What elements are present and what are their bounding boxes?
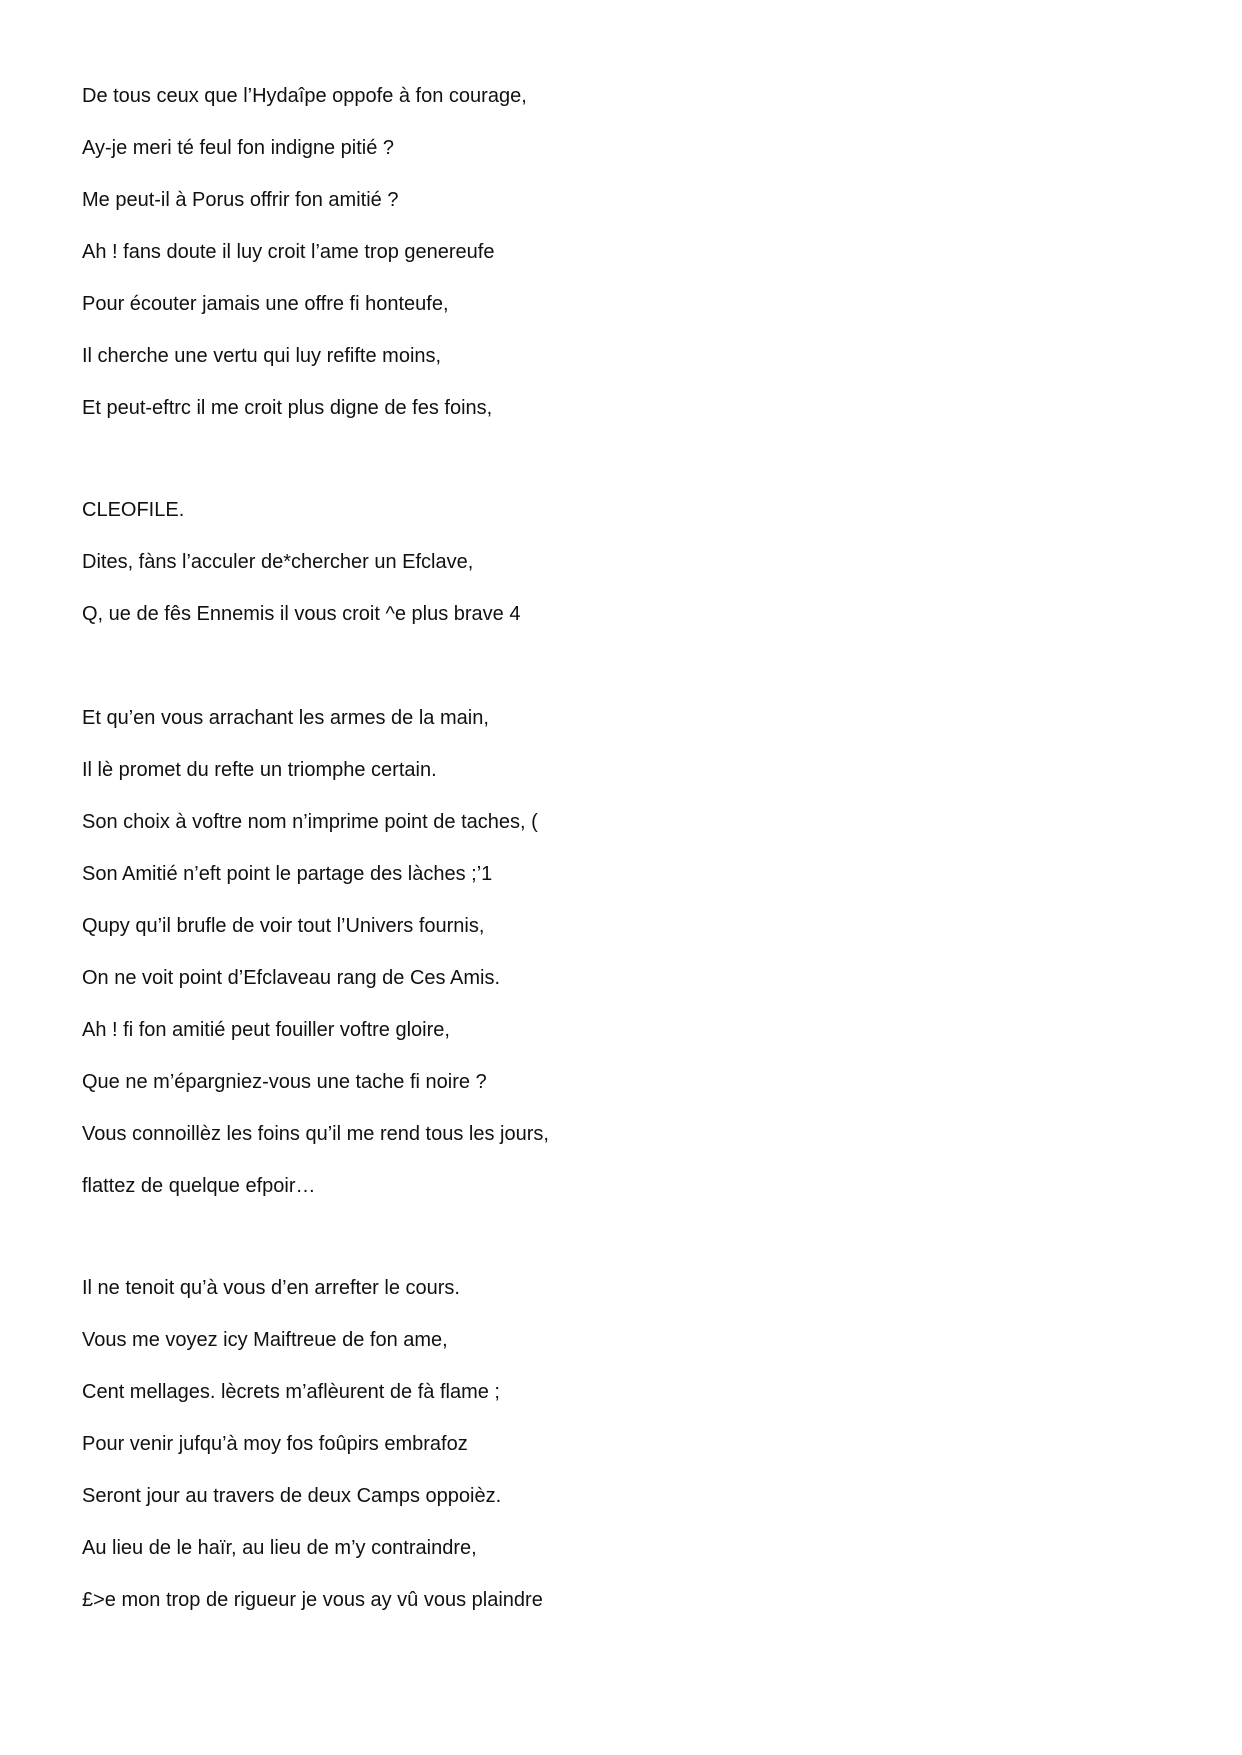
- verse-line: Ah ! fi fon amitié peut fouiller voftre gloire,: [82, 1019, 450, 1041]
- verse-line: Pour écouter jamais une offre fi honteufe,: [82, 293, 449, 315]
- speaker-name: CLEOFILE.: [82, 499, 185, 521]
- verse-line: Ay-je meri té feul fon indigne pitié ?: [82, 137, 395, 159]
- verse-line: Il ne tenoit qu’à vous d’en arrefter le cours.: [82, 1277, 460, 1299]
- verse-line: Me peut-il à Porus offrir fon amitié ?: [82, 189, 399, 211]
- verse-line: Vous me voyez icy Maiftreue de fon ame,: [82, 1329, 448, 1351]
- verse-line: Q, ue de fês Ennemis il vous croit ^e plus brave 4: [82, 603, 521, 625]
- verse-line: £>e mon trop de rigueur je vous ay vû vous plaindre: [82, 1589, 543, 1611]
- verse-line: On ne voit point d’Efclaveau rang de Ces Amis.: [82, 967, 501, 989]
- verse-line: Dites, fàns l’acculer de*chercher un Efclave,: [82, 551, 474, 573]
- verse-line: Il lè promet du refte un triomphe certain.: [82, 759, 437, 781]
- verse-line: Que ne m’épargniez-vous une tache fi noire ?: [82, 1071, 487, 1093]
- verse-line: Et peut-eftrc il me croit plus digne de fes foins,: [82, 397, 493, 419]
- verse-line: De tous ceux que l’Hydaîpe oppofe à fon courage,: [82, 85, 527, 107]
- verse-line: Et qu’en vous arrachant les armes de la main,: [82, 707, 489, 729]
- verse-line: Son choix à voftre nom n’imprime point de taches, (: [82, 811, 538, 833]
- verse-line: Vous connoillèz les foins qu’il me rend tous les jours,: [82, 1123, 549, 1145]
- verse-line: Pour venir jufqu’à moy fos foûpirs embrafoz: [82, 1433, 468, 1455]
- verse-line: Au lieu de le haïr, au lieu de m’y contraindre,: [82, 1537, 477, 1559]
- verse-line: flattez de quelque efpoir…: [82, 1175, 316, 1197]
- verse-line: Ah ! fans doute il luy croit l’ame trop genereufe: [82, 241, 495, 263]
- verse-line: Cent mellages. lècrets m’aflèurent de fà flame ;: [82, 1381, 500, 1403]
- verse-line: Seront jour au travers de deux Camps oppoièz.: [82, 1485, 502, 1507]
- verse-line: Il cherche une vertu qui luy refifte moins,: [82, 345, 442, 367]
- verse-line: Son Amitié n’eft point le partage des làches ;’1: [82, 863, 493, 885]
- verse-line: Qupy qu’il brufle de voir tout l’Univers fournis,: [82, 915, 485, 937]
